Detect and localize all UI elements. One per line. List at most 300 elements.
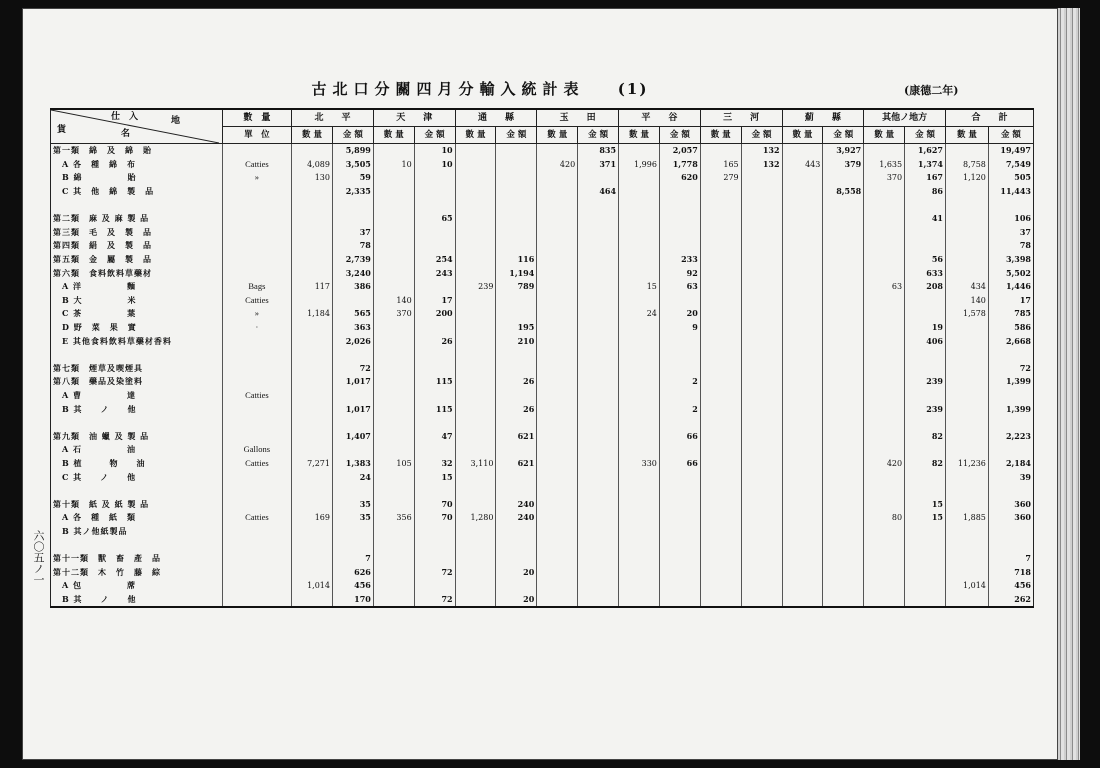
amount-cell	[741, 334, 782, 348]
amount-cell	[578, 525, 619, 539]
amount-cell	[741, 511, 782, 525]
amount-cell	[741, 429, 782, 443]
amount-cell	[823, 538, 864, 552]
amount-cell	[823, 579, 864, 593]
quantity-cell	[619, 552, 660, 566]
quantity-cell	[292, 375, 333, 389]
amount-cell	[659, 443, 700, 457]
commodity-label: B 其 ノ 他	[51, 402, 223, 416]
quantity-cell	[455, 538, 496, 552]
amount-cell: 7	[332, 552, 373, 566]
table-row	[51, 429, 1034, 443]
quantity-cell	[455, 266, 496, 280]
scan-edge	[1058, 8, 1080, 760]
amount-cell: 386	[332, 280, 373, 294]
quantity-cell	[292, 497, 333, 511]
quantity-cell	[782, 212, 823, 226]
quantity-cell: 7,271	[292, 457, 333, 471]
table-body	[51, 144, 1034, 608]
amount-cell: 70	[414, 497, 455, 511]
quantity-cell	[455, 185, 496, 199]
amount-cell: 70	[414, 511, 455, 525]
page-number: 六〇五ノ一	[32, 530, 45, 585]
amount-cell	[823, 226, 864, 240]
quantity-cell	[537, 198, 578, 212]
amount-cell	[823, 362, 864, 376]
unit-cell	[222, 402, 291, 416]
amount-cell	[741, 470, 782, 484]
quantity-cell: 169	[292, 511, 333, 525]
amount-cell	[496, 185, 537, 199]
quantity-cell	[700, 565, 741, 579]
amount-cell	[578, 402, 619, 416]
quantity-header: 數 量	[619, 127, 660, 144]
amount-cell	[659, 416, 700, 430]
amount-cell: 7,549	[988, 158, 1033, 172]
quantity-cell	[700, 579, 741, 593]
quantity-cell	[455, 307, 496, 321]
quantity-cell	[782, 416, 823, 430]
amount-cell	[823, 497, 864, 511]
amount-cell: 505	[988, 171, 1033, 185]
table-row	[51, 348, 1034, 362]
quantity-cell	[782, 375, 823, 389]
amount-cell: 26	[496, 375, 537, 389]
quantity-cell	[537, 470, 578, 484]
quantity-cell: 15	[619, 280, 660, 294]
quantity-cell	[864, 470, 905, 484]
quantity-cell	[455, 334, 496, 348]
quantity-cell	[292, 593, 333, 608]
quantity-cell	[373, 579, 414, 593]
amount-cell	[578, 375, 619, 389]
quantity-cell	[537, 362, 578, 376]
quantity-cell	[700, 511, 741, 525]
quantity-cell	[619, 171, 660, 185]
amount-header: 金 額	[823, 127, 864, 144]
commodity-label: B 其 ノ 他	[51, 593, 223, 608]
amount-cell: 456	[988, 579, 1033, 593]
table-row	[51, 362, 1034, 376]
quantity-cell	[537, 402, 578, 416]
quantity-cell	[292, 253, 333, 267]
amount-cell	[741, 321, 782, 335]
quantity-cell	[373, 538, 414, 552]
amount-cell: 233	[659, 253, 700, 267]
amount-cell: 1,399	[988, 375, 1033, 389]
quantity-cell	[373, 565, 414, 579]
quantity-cell	[782, 280, 823, 294]
amount-cell: 2,739	[332, 253, 373, 267]
amount-cell: 5,502	[988, 266, 1033, 280]
amount-cell	[578, 226, 619, 240]
amount-cell: 243	[414, 266, 455, 280]
amount-cell: 10	[414, 158, 455, 172]
quantity-cell	[619, 565, 660, 579]
quantity-cell	[864, 348, 905, 362]
quantity-cell	[373, 362, 414, 376]
quantity-cell	[945, 538, 988, 552]
amount-cell	[414, 525, 455, 539]
amount-cell	[496, 348, 537, 362]
amount-cell: 39	[988, 470, 1033, 484]
amount-cell	[905, 484, 946, 498]
quantity-cell	[782, 144, 823, 158]
quantity-cell	[619, 185, 660, 199]
quantity-cell	[700, 538, 741, 552]
amount-cell	[414, 443, 455, 457]
amount-cell: 72	[332, 362, 373, 376]
amount-cell	[823, 334, 864, 348]
amount-cell	[823, 280, 864, 294]
quantity-cell	[537, 416, 578, 430]
amount-cell	[496, 416, 537, 430]
commodity-label: 第八類 藥品及染塗料	[51, 375, 223, 389]
amount-cell	[578, 565, 619, 579]
commodity-label: 第十二類 木 竹 藤 綜	[51, 565, 223, 579]
quantity-header: 數 量	[864, 127, 905, 144]
quantity-cell	[945, 552, 988, 566]
amount-cell	[332, 416, 373, 430]
quantity-cell	[864, 579, 905, 593]
amount-cell	[496, 579, 537, 593]
quantity-cell	[782, 457, 823, 471]
quantity-cell	[945, 484, 988, 498]
quantity-cell: 370	[373, 307, 414, 321]
table-row	[51, 280, 1034, 294]
quantity-cell	[455, 171, 496, 185]
amount-cell: 785	[988, 307, 1033, 321]
quantity-cell	[782, 266, 823, 280]
unit-cell	[222, 226, 291, 240]
amount-cell	[578, 280, 619, 294]
quantity-cell	[864, 321, 905, 335]
amount-cell	[823, 171, 864, 185]
amount-header: 金 額	[988, 127, 1033, 144]
quantity-cell	[373, 266, 414, 280]
amount-cell	[988, 525, 1033, 539]
region-header-3: 玉 田	[537, 109, 619, 127]
table-row	[51, 538, 1034, 552]
quantity-cell	[537, 253, 578, 267]
quantity-cell	[455, 294, 496, 308]
commodity-label	[51, 348, 223, 362]
amount-cell	[578, 416, 619, 430]
quantity-cell	[455, 497, 496, 511]
quantity-cell	[700, 429, 741, 443]
unit-cell	[222, 253, 291, 267]
amount-cell	[741, 565, 782, 579]
amount-cell: 115	[414, 402, 455, 416]
quantity-cell	[864, 429, 905, 443]
quantity-cell	[537, 321, 578, 335]
commodity-label	[51, 198, 223, 212]
amount-cell: 2,223	[988, 429, 1033, 443]
amount-cell	[578, 171, 619, 185]
amount-cell: 360	[988, 497, 1033, 511]
amount-cell	[414, 239, 455, 253]
unit-cell	[222, 185, 291, 199]
quantity-cell	[945, 198, 988, 212]
quantity-cell	[945, 429, 988, 443]
commodity-label: E 其他食料飲料草藥材香料	[51, 334, 223, 348]
commodity-label: B 其ノ他紙製品	[51, 525, 223, 539]
amount-cell	[659, 565, 700, 579]
amount-cell	[414, 198, 455, 212]
amount-cell	[741, 538, 782, 552]
quantity-cell	[455, 525, 496, 539]
amount-cell	[823, 212, 864, 226]
amount-cell: 464	[578, 185, 619, 199]
amount-cell: 1,778	[659, 158, 700, 172]
quantity-cell	[619, 321, 660, 335]
amount-cell	[823, 266, 864, 280]
amount-cell	[659, 348, 700, 362]
quantity-cell	[864, 185, 905, 199]
amount-cell	[741, 375, 782, 389]
table-row	[51, 158, 1034, 172]
quantity-cell	[373, 198, 414, 212]
quantity-cell	[373, 402, 414, 416]
quantity-cell	[700, 497, 741, 511]
table-row	[51, 511, 1034, 525]
amount-cell	[659, 538, 700, 552]
unit-cell: Catties	[222, 389, 291, 403]
amount-cell	[988, 389, 1033, 403]
quantity-cell: 434	[945, 280, 988, 294]
amount-cell	[905, 348, 946, 362]
amount-cell: 195	[496, 321, 537, 335]
commodity-label	[51, 484, 223, 498]
quantity-cell	[373, 239, 414, 253]
amount-cell	[496, 171, 537, 185]
amount-cell: 621	[496, 429, 537, 443]
amount-cell	[332, 484, 373, 498]
amount-cell	[905, 198, 946, 212]
quantity-cell	[864, 389, 905, 403]
amount-cell: 718	[988, 565, 1033, 579]
quantity-cell	[455, 389, 496, 403]
quantity-cell	[373, 470, 414, 484]
amount-cell: 565	[332, 307, 373, 321]
amount-cell: 1,374	[905, 158, 946, 172]
quantity-cell	[455, 212, 496, 226]
table-header	[51, 109, 1034, 144]
amount-cell: 254	[414, 253, 455, 267]
amount-cell	[578, 348, 619, 362]
amount-cell	[741, 171, 782, 185]
quantity-cell	[864, 593, 905, 608]
quantity-cell	[537, 443, 578, 457]
corner-header	[51, 109, 223, 144]
amount-cell	[659, 525, 700, 539]
amount-cell: 262	[988, 593, 1033, 608]
commodity-label: 第一類 綿 及 綿 貽	[51, 144, 223, 158]
quantity-cell	[537, 239, 578, 253]
quantity-cell	[537, 212, 578, 226]
amount-cell	[578, 321, 619, 335]
amount-cell	[741, 389, 782, 403]
amount-cell	[659, 334, 700, 348]
amount-cell	[741, 457, 782, 471]
commodity-label: A 洋 麵	[51, 280, 223, 294]
amount-cell	[823, 593, 864, 608]
amount-cell	[578, 552, 619, 566]
amount-cell: 239	[905, 402, 946, 416]
quantity-cell	[945, 402, 988, 416]
table-row	[51, 375, 1034, 389]
quantity-cell	[619, 266, 660, 280]
quantity-cell	[455, 348, 496, 362]
quantity-cell	[619, 375, 660, 389]
quantity-cell	[782, 565, 823, 579]
commodity-label: A 各 種 紙 類	[51, 511, 223, 525]
amount-cell: 456	[332, 579, 373, 593]
amount-cell	[578, 239, 619, 253]
quantity-cell	[945, 321, 988, 335]
unit-cell	[222, 525, 291, 539]
table-row	[51, 457, 1034, 471]
amount-cell	[905, 538, 946, 552]
quantity-cell	[945, 185, 988, 199]
amount-cell	[578, 294, 619, 308]
amount-cell	[823, 429, 864, 443]
commodity-label: 第五類 金 屬 製 品	[51, 253, 223, 267]
amount-cell	[823, 402, 864, 416]
unit-cell	[222, 579, 291, 593]
amount-cell: 20	[659, 307, 700, 321]
quantity-cell	[782, 497, 823, 511]
amount-cell	[988, 198, 1033, 212]
quantity-cell	[700, 443, 741, 457]
amount-cell: 835	[578, 144, 619, 158]
amount-cell	[659, 239, 700, 253]
amount-cell: 47	[414, 429, 455, 443]
quantity-cell	[537, 429, 578, 443]
quantity-header: 數 量	[373, 127, 414, 144]
amount-cell	[741, 212, 782, 226]
amount-cell: 1,194	[496, 266, 537, 280]
quantity-cell	[700, 402, 741, 416]
amount-cell	[578, 538, 619, 552]
amount-cell	[823, 348, 864, 362]
amount-cell: 37	[332, 226, 373, 240]
amount-cell: 32	[414, 457, 455, 471]
quantity-cell	[945, 212, 988, 226]
amount-cell	[496, 212, 537, 226]
amount-cell	[905, 239, 946, 253]
amount-cell	[414, 552, 455, 566]
amount-header: 金 額	[414, 127, 455, 144]
quantity-cell	[455, 565, 496, 579]
quantity-cell	[864, 239, 905, 253]
quantity-cell	[537, 525, 578, 539]
quantity-cell	[782, 443, 823, 457]
quantity-cell	[619, 511, 660, 525]
amount-cell	[578, 470, 619, 484]
unit-cell	[222, 334, 291, 348]
quantity-cell	[455, 239, 496, 253]
table-row	[51, 253, 1034, 267]
unit-header-bottom: 單 位	[222, 127, 291, 144]
quantity-cell	[455, 593, 496, 608]
quantity-cell	[700, 198, 741, 212]
unit-cell	[222, 416, 291, 430]
quantity-cell	[619, 525, 660, 539]
amount-cell	[659, 362, 700, 376]
amount-cell: 86	[905, 185, 946, 199]
quantity-cell	[373, 226, 414, 240]
region-header-6: 薊 縣	[782, 109, 864, 127]
amount-cell	[823, 511, 864, 525]
quantity-cell	[292, 552, 333, 566]
amount-cell: 240	[496, 497, 537, 511]
quantity-cell: 1,014	[945, 579, 988, 593]
amount-cell	[332, 538, 373, 552]
unit-cell	[222, 266, 291, 280]
amount-cell	[741, 416, 782, 430]
amount-cell	[414, 185, 455, 199]
quantity-cell	[373, 389, 414, 403]
amount-cell: 72	[414, 565, 455, 579]
amount-cell	[988, 348, 1033, 362]
amount-cell	[905, 226, 946, 240]
quantity-cell	[945, 565, 988, 579]
quantity-cell	[619, 334, 660, 348]
quantity-cell	[782, 552, 823, 566]
amount-cell	[741, 294, 782, 308]
quantity-cell	[700, 226, 741, 240]
amount-header: 金 額	[659, 127, 700, 144]
quantity-cell	[292, 348, 333, 362]
quantity-cell	[782, 307, 823, 321]
quantity-cell	[782, 402, 823, 416]
quantity-cell	[292, 484, 333, 498]
amount-cell: 2,668	[988, 334, 1033, 348]
amount-cell	[659, 226, 700, 240]
amount-header: 金 額	[905, 127, 946, 144]
quantity-cell	[373, 525, 414, 539]
quantity-cell	[864, 565, 905, 579]
amount-cell: 82	[905, 429, 946, 443]
quantity-cell	[945, 226, 988, 240]
quantity-cell: 279	[700, 171, 741, 185]
document-title	[0, 78, 800, 99]
amount-cell	[659, 294, 700, 308]
quantity-cell: 1,578	[945, 307, 988, 321]
quantity-cell	[619, 470, 660, 484]
quantity-cell	[455, 375, 496, 389]
amount-cell	[741, 593, 782, 608]
quantity-cell	[537, 294, 578, 308]
quantity-cell	[292, 266, 333, 280]
quantity-cell	[864, 144, 905, 158]
quantity-cell	[700, 280, 741, 294]
unit-cell	[222, 593, 291, 608]
quantity-cell	[700, 525, 741, 539]
quantity-cell	[619, 212, 660, 226]
quantity-cell: 117	[292, 280, 333, 294]
quantity-cell	[782, 253, 823, 267]
amount-cell: 3,505	[332, 158, 373, 172]
quantity-cell	[782, 484, 823, 498]
amount-cell	[578, 362, 619, 376]
amount-cell	[823, 294, 864, 308]
quantity-cell	[619, 497, 660, 511]
amount-cell: 15	[905, 511, 946, 525]
quantity-cell	[782, 198, 823, 212]
amount-cell	[741, 198, 782, 212]
